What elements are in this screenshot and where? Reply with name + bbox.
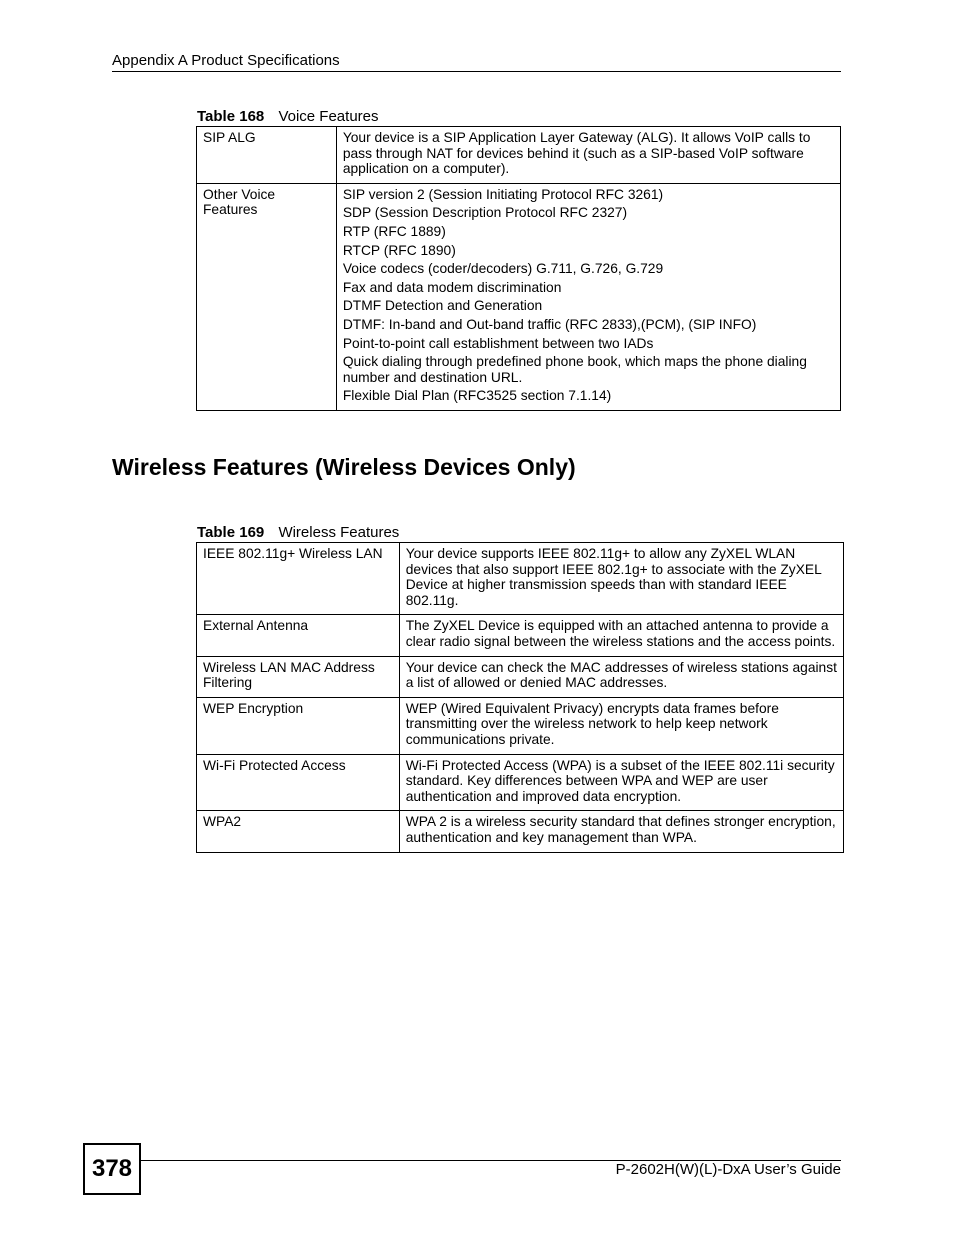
feature-line: Quick dialing through predefined phone book, which maps the phone dialing number and destination URL. <box>342 354 807 385</box>
table-169-caption <box>197 524 399 541</box>
feature-line: DTMF Detection and Generation <box>342 298 543 314</box>
feature-name-cell: WEP Encryption <box>197 697 400 754</box>
table-row <box>197 183 841 410</box>
feature-line: Your device is a SIP Application Layer Gateway (ALG). It allows VoIP calls to pass through NAT for devices behind it (such as a SIP-based VoIP software application on a computer). <box>342 130 811 177</box>
table-row <box>197 811 844 852</box>
feature-line: Fax and data modem discrimination <box>342 279 562 295</box>
table-168-number: Table 168 <box>197 108 265 125</box>
table-row <box>197 754 844 811</box>
section-heading: Wireless Features (Wireless Devices Only) <box>112 454 576 480</box>
header-divider <box>112 71 841 72</box>
feature-name-cell: WPA2 <box>197 811 400 852</box>
feature-description-cell: Wi-Fi Protected Access (WPA) is a subset of the IEEE 802.11i security standard. Key differences between WPA and WEP are user authentication and improved data encryption. <box>399 754 843 811</box>
feature-name-cell: External Antenna <box>197 615 400 656</box>
table-row <box>197 656 844 697</box>
table-169-number: Table 169 <box>197 524 265 541</box>
running-header: Appendix A Product Specifications <box>112 52 340 69</box>
feature-name-cell: Other Voice Features <box>197 183 337 410</box>
table-row <box>197 127 841 184</box>
feature-description-cell: Your device can check the MAC addresses of wireless stations against a list of allowed or denied MAC addresses. <box>399 656 843 697</box>
feature-line: Voice codecs (coder/decoders) G.711, G.726, G.729 <box>342 261 664 277</box>
table-169-title: Wireless Features <box>278 524 400 541</box>
feature-line: Point-to-point call establishment between two IADs <box>342 335 654 351</box>
table-row <box>197 615 844 656</box>
feature-line: RTCP (RFC 1890) <box>342 242 456 258</box>
voice-features-table <box>196 126 841 411</box>
feature-line: SIP version 2 (Session Initiating Protocol RFC 3261) <box>342 186 664 202</box>
feature-description-cell <box>336 183 840 410</box>
table-row <box>197 697 844 754</box>
page-number: 378 <box>83 1143 141 1195</box>
feature-line: SDP (Session Description Protocol RFC 2327) <box>342 205 628 221</box>
guide-title: P-2602H(W)(L)-DxA User’s Guide <box>615 1161 841 1178</box>
feature-description-cell: WPA 2 is a wireless security standard that defines stronger encryption, authentication and key management than WPA. <box>399 811 843 852</box>
feature-line: Flexible Dial Plan (RFC3525 section 7.1.14) <box>342 388 612 404</box>
feature-name-cell: Wi-Fi Protected Access <box>197 754 400 811</box>
feature-name-cell: IEEE 802.11g+ Wireless LAN <box>197 543 400 615</box>
wireless-features-table <box>196 542 844 853</box>
feature-line: DTMF: In-band and Out-band traffic (RFC 2833),(PCM), (SIP INFO) <box>342 316 757 332</box>
table-row <box>197 543 844 615</box>
table-168-title: Voice Features <box>278 108 379 125</box>
table-168-caption <box>197 108 379 125</box>
feature-description-cell: WEP (Wired Equivalent Privacy) encrypts data frames before transmitting over the wireless network to help keep network communications private. <box>399 697 843 754</box>
feature-name-cell: SIP ALG <box>197 127 337 184</box>
feature-description-cell <box>336 127 840 184</box>
feature-description-cell: The ZyXEL Device is equipped with an attached antenna to provide a clear radio signal between the wireless stations and the access points. <box>399 615 843 656</box>
feature-description-cell: Your device supports IEEE 802.11g+ to allow any ZyXEL WLAN devices that also support IEEE 802.1g+ to associate with the ZyXEL Device at higher transmission speeds than with standard IEEE 802.11g. <box>399 543 843 615</box>
feature-line: RTP (RFC 1889) <box>342 223 446 239</box>
feature-name-cell: Wireless LAN MAC Address Filtering <box>197 656 400 697</box>
